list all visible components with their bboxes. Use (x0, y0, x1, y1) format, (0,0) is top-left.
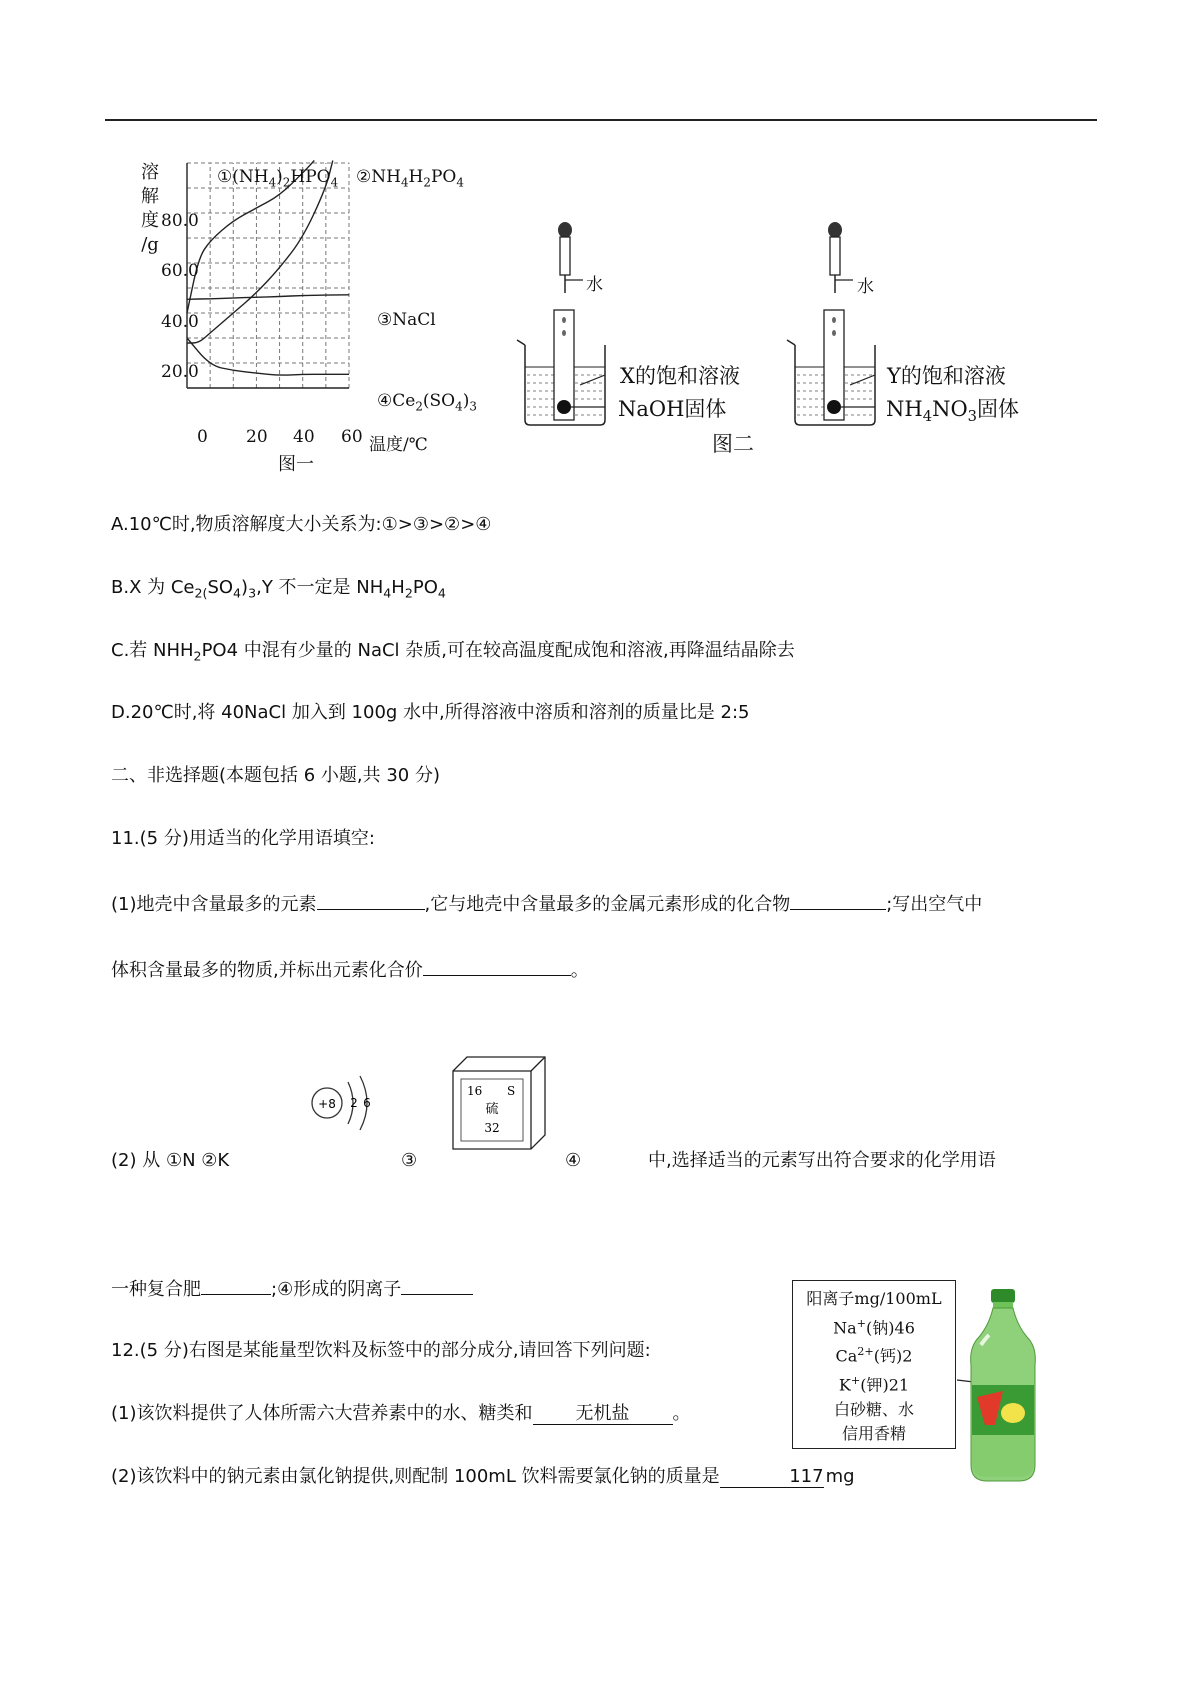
q11-1-text-a: (1)地壳中含量最多的元素 (111, 894, 317, 915)
water-drop (832, 317, 836, 323)
answer-blank-element[interactable] (317, 889, 425, 910)
water-drop (562, 330, 566, 336)
right-apparatus (787, 222, 875, 425)
label-line: $Ca^{2+}$(钙)2 (835, 1345, 913, 1366)
dropper-body (830, 237, 840, 275)
x-tick-0: 0 (197, 427, 208, 447)
q11-1-text-b: ,它与地壳中含量最多的金属元素形成的化合物 (424, 894, 791, 915)
solubility-curve-4 (187, 338, 349, 375)
y-label-char: 解 (141, 186, 159, 207)
question-12-part2 (111, 1464, 855, 1490)
beaker-lip (517, 340, 525, 345)
option-a: A.10℃时,物质溶解度大小关系为:①>③>②>④ (111, 514, 492, 535)
option-b: B.X 为 $Ce_{2(}SO_4)_3,Y$ 不一定是 $NH_4H_2PO_4$ (111, 577, 446, 601)
right-solution-label: Y的饱和溶液 (887, 364, 1006, 388)
bottle-base (972, 1435, 1034, 1477)
q12-1-text-b: 。 (672, 1403, 691, 1424)
q12-2-unit: mg (825, 1466, 855, 1487)
label-line: 阳离子mg/100mL (806, 1289, 942, 1308)
answer-blank-valence[interactable] (423, 955, 571, 976)
beaker-lip (787, 340, 795, 345)
x-tick-60: 60 (341, 427, 363, 447)
question-11-part2-suffix: 中,选择适当的元素写出符合要求的化学用语 (648, 1150, 996, 1171)
shell-1-electrons: 2 (350, 1096, 358, 1110)
question-11-part1 (111, 889, 982, 918)
x-tick-20: 20 (246, 427, 268, 447)
y-tick-60: 60.0 (161, 261, 199, 281)
q11-1-text-c: ;写出空气中 (886, 894, 983, 915)
section-2-heading: 二、非选择题(本题包括 6 小题,共 30 分) (111, 765, 441, 786)
y-tick-80: 80.0 (161, 211, 199, 231)
y-tick-20: 20.0 (161, 362, 199, 382)
dropper-body (560, 237, 570, 275)
question-11-part1-line2 (111, 955, 589, 984)
water-label-left: 水 (586, 275, 603, 295)
header-rule (105, 119, 1097, 121)
choice-4-marker: ④ (565, 1150, 582, 1171)
water-drop (562, 317, 566, 323)
q12-1-text-a: (1)该饮料提供了人体所需六大营养素中的水、糖类和 (111, 1403, 533, 1424)
answer-blank-nutrient[interactable]: 无机盐 (533, 1404, 673, 1425)
curve1-label: $①(NH_4)_2HPO_4$ (217, 167, 339, 190)
element-symbol: S (507, 1084, 516, 1098)
choice-3-marker: ③ (401, 1150, 418, 1171)
label-line: 白砂糖、水 (833, 1399, 914, 1419)
answer-blank-nacl-mass[interactable]: 117 (720, 1467, 824, 1488)
y-label-char: 度 (141, 210, 159, 231)
shell-2-electrons: 6 (363, 1096, 371, 1110)
solution-pointer (580, 375, 605, 385)
option-c: C.若 $NHH_2PO4$ 中混有少量的 NaCl 杂质,可在较高温度配成饱和溶液,再降温结晶除去 (111, 640, 795, 664)
curve4-label: $④Ce_2(SO_4)_3$ (377, 391, 477, 414)
answer-blank-anion[interactable] (401, 1274, 473, 1295)
curve2-label: $②NH_4H_2PO_4$ (356, 167, 464, 190)
question-12-part1 (111, 1401, 691, 1427)
water-label-right: 水 (857, 277, 874, 297)
atomic-number: 16 (467, 1084, 483, 1098)
q11-2-text-a: 一种复合肥 (111, 1279, 201, 1300)
option-d: D.20℃时,将 40NaCl 加入到 100g 水中,所得溶液中溶质和溶剂的质量比是 2:5 (111, 702, 750, 723)
label-line: Na+(钠)46 (833, 1316, 915, 1337)
q12-2-text-a: (2)该饮料中的钠元素由氯化钠提供,则配制 100mL 饮料需要氯化钠的质量是 (111, 1466, 720, 1487)
left-solid-label: NaOH固体 (618, 397, 727, 421)
water-drop (832, 330, 836, 336)
q11-1-text-e: 。 (570, 960, 589, 981)
y-label-char: 溶 (141, 162, 159, 183)
right-solid-label: $NH_4NO_3$固体 (886, 397, 1020, 426)
y-label-char: /g (141, 234, 159, 255)
solubility-chart (130, 160, 490, 460)
question-11-part2-prefix: (2) 从 ①N ②K (111, 1150, 230, 1171)
solubility-curve-3 (187, 295, 349, 300)
label-line: K+(钾)21 (838, 1374, 910, 1395)
answer-blank-compound[interactable] (790, 889, 886, 910)
question-11-part2-line2 (111, 1274, 473, 1303)
element-card-sulfur (449, 1053, 549, 1153)
element-name: 硫 (485, 1102, 499, 1117)
q11-1-text-d: 体积含量最多的物质,并标出元素化合价 (111, 960, 423, 981)
figure1-caption: 图一 (278, 454, 314, 475)
q11-2-text-b: ;④形成的阴离子 (271, 1279, 402, 1300)
figure2-caption: 图二 (712, 432, 754, 456)
curve3-label: ③NaCl (377, 310, 436, 330)
x-tick-40: 40 (293, 427, 315, 447)
solid-pellet (827, 400, 841, 414)
nucleus-charge: +8 (318, 1097, 336, 1111)
atomic-mass: 32 (484, 1121, 500, 1135)
bottle-cap (991, 1289, 1015, 1303)
bottle-neck-ring (993, 1302, 1013, 1308)
y-tick-40: 40.0 (161, 312, 199, 332)
left-solution-label: X的饱和溶液 (620, 364, 740, 388)
dropper-bulb (828, 222, 842, 238)
drink-ingredient-label (792, 1280, 956, 1449)
label-line: 信用香精 (841, 1424, 906, 1444)
bottle-logo-dot (1001, 1403, 1025, 1423)
answer-blank-fertilizer[interactable] (201, 1274, 271, 1295)
solution-pointer (850, 375, 875, 385)
atom-structure-diagram (302, 1062, 382, 1144)
question-11: 11.(5 分)用适当的化学用语填空: (111, 828, 375, 849)
left-apparatus (517, 222, 605, 425)
x-axis-label: 温度/℃ (369, 435, 428, 455)
drink-bottle-image (955, 1285, 1050, 1485)
question-12: 12.(5 分)右图是某能量型饮料及标签中的部分成分,请回答下列问题: (111, 1340, 651, 1361)
y-axis-label (139, 161, 161, 257)
dropper-bulb (558, 222, 572, 238)
solid-pellet (557, 400, 571, 414)
